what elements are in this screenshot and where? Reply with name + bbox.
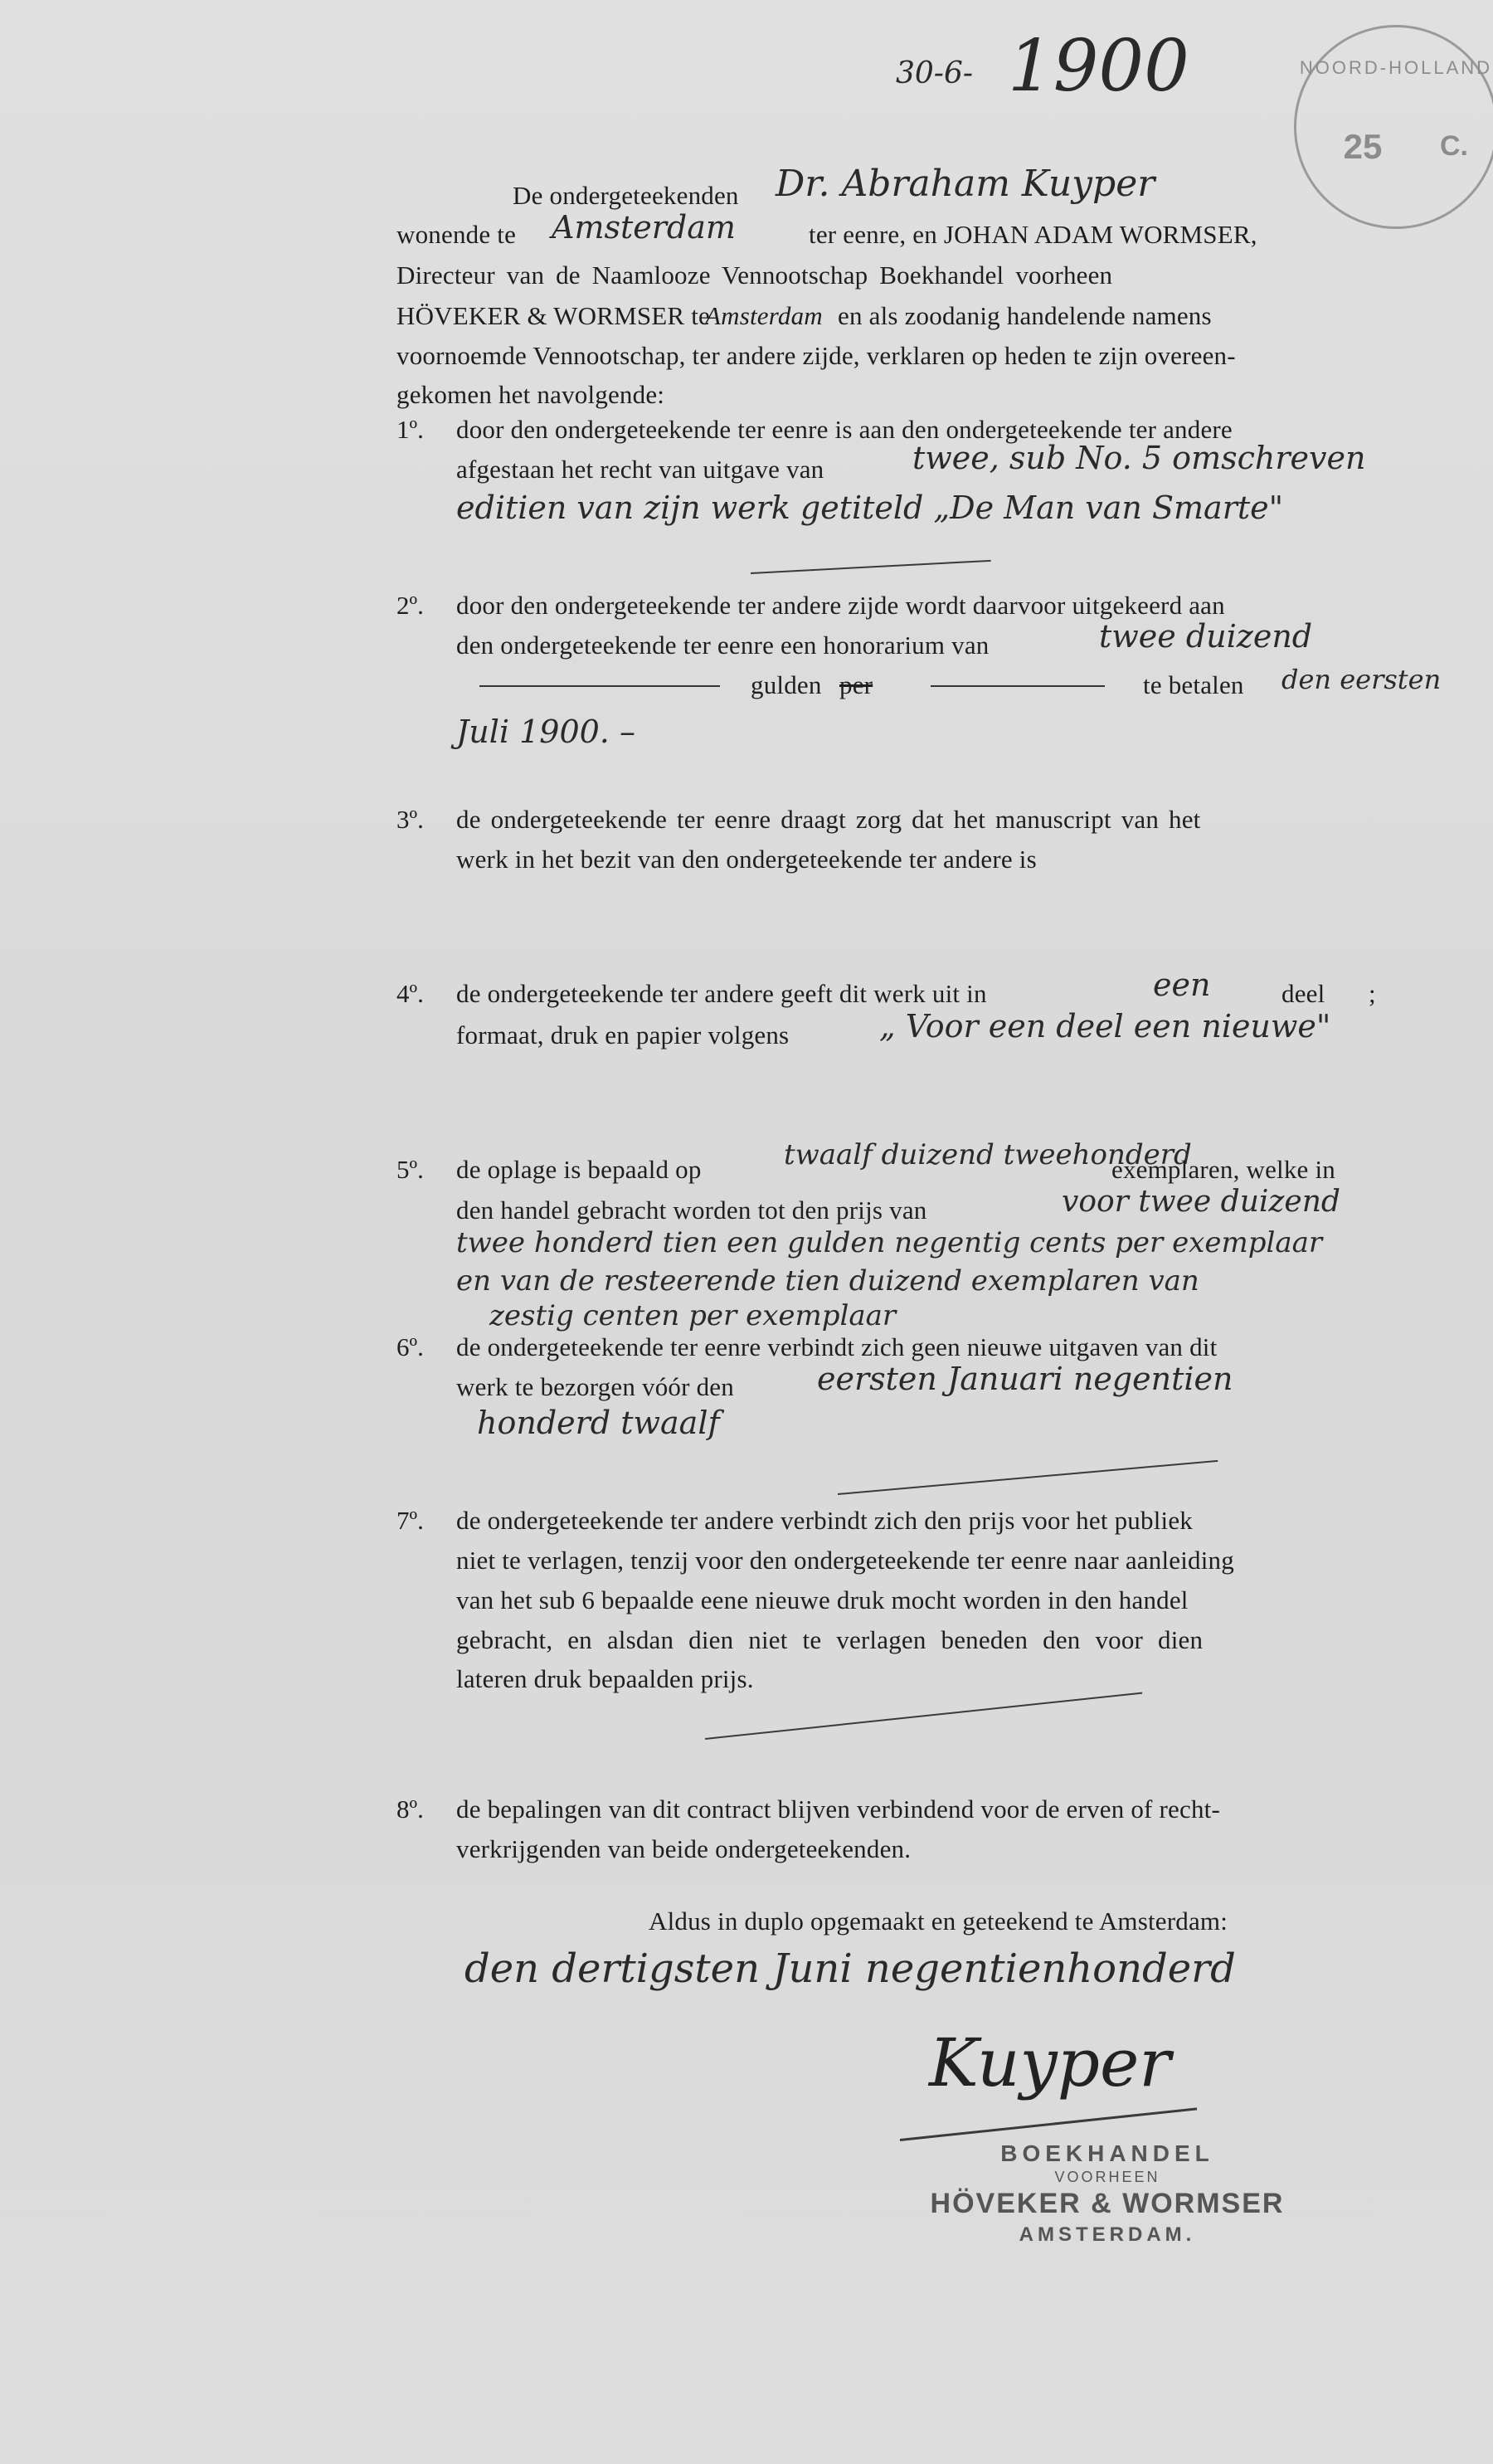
intro-prefix: De ondergeteekenden (513, 181, 739, 210)
header-date: 30-6- (896, 56, 974, 90)
art1-line3-hand: editien van zijn werk getiteld „De Man van Smarte" (456, 489, 1284, 526)
art3-number: 3º. (396, 805, 424, 834)
company-stamp (917, 2140, 1298, 2247)
intro-line4-city: Amsterdam (705, 301, 823, 330)
company-stamp-line1: BOEKHANDEL (1000, 2140, 1214, 2166)
company-stamp-line4: AMSTERDAM. (1019, 2223, 1196, 2246)
art6-number: 6º. (396, 1332, 424, 1361)
art5-hand-line5: zestig centen per exemplaar (489, 1299, 897, 1332)
art7-line4: gebracht, en alsdan dien niet te verlagen beneden den voor dien (456, 1625, 1204, 1654)
revenue-stamp (1294, 25, 1493, 229)
signature-kuyper: Kuyper (929, 2024, 1171, 2101)
art2-number: 2º. (396, 591, 424, 620)
intro-name-hand: Dr. Abraham Kuyper (776, 163, 1155, 205)
art4-number: 4º. (396, 979, 424, 1008)
art1-strike-line (751, 560, 991, 574)
art4-line2: formaat, druk en papier volgens (456, 1020, 790, 1049)
art4-line1: de ondergeteekende ter andere geeft dit werk uit in (456, 979, 987, 1008)
art7-number: 7º. (396, 1506, 424, 1535)
art2-line1: door den ondergeteekende ter andere zijde wordt daarvoor uitgekeerd aan (456, 591, 1225, 620)
art5-line2-hand: voor twee duizend (1062, 1185, 1340, 1219)
intro-line6: gekomen het navolgende: (396, 380, 665, 409)
art2-line4-hand: Juli 1900. – (456, 713, 635, 750)
art6-line3-hand: honderd twaalf (477, 1405, 720, 1441)
stamp-top-text: NOORD-HOLLAND (1299, 57, 1493, 78)
closing-line: Aldus in duplo opgemaakt en geteekend te Amsterdam: (649, 1906, 1228, 1936)
art2-blank-2 (931, 685, 1105, 687)
art7-line1: de ondergeteekende ter andere verbindt zich den prijs voor het publiek (456, 1506, 1193, 1535)
signature-underline (900, 2107, 1197, 2141)
art2-per-struck: per (839, 670, 873, 699)
art6-line2-hand: eersten Januari negentien (817, 1361, 1233, 1397)
closing-date-hand: den dertigsten Juni negentienhonderd (464, 1945, 1236, 1992)
art5-hand-line3: twee honderd tien een gulden negentig cents per exemplaar (456, 1226, 1323, 1259)
company-stamp-line2: VOORHEEN (1054, 2169, 1160, 2185)
art1-number: 1º. (396, 415, 424, 444)
art4-deel: deel (1281, 979, 1325, 1008)
intro-party-line: ter eenre, en JOHAN ADAM WORMSER, (809, 220, 1257, 249)
art7-strike-line (705, 1692, 1142, 1740)
art1-line1: door den ondergeteekende ter eenre is aan den ondergeteekende ter andere (456, 415, 1233, 444)
art8-line1: de bepalingen van dit contract blijven verbindend voor de erven of recht- (456, 1794, 1221, 1824)
art1-line2: afgestaan het recht van uitgave van (456, 455, 824, 484)
art4-line1-hand: een (1153, 967, 1211, 1003)
art5-line1a: de oplage is bepaald op (456, 1155, 702, 1184)
company-stamp-line3: HÖVEKER & WORMSER (930, 2188, 1285, 2219)
intro-line4b: en als zoodanig handelende namens (838, 301, 1212, 330)
art8-number: 8º. (396, 1794, 424, 1824)
intro-line3: Directeur van de Naamlooze Vennootschap Boekhandel voorheen (396, 261, 1113, 290)
art5-number: 5º. (396, 1155, 424, 1184)
art7-line3: van het sub 6 bepaalde eene nieuwe druk mocht worden in den handel (456, 1585, 1189, 1614)
art5-line1b: exemplaren, welke in (1111, 1155, 1335, 1184)
stamp-unit: C. (1440, 130, 1468, 162)
art4-line2-hand: „ Voor een deel een nieuwe" (879, 1008, 1331, 1045)
art2-gulden: gulden (751, 670, 822, 699)
art2-te-betalen: te betalen (1143, 670, 1244, 699)
art6-line2: werk te bezorgen vóór den (456, 1372, 734, 1401)
art3-line1: de ondergeteekende ter eenre draagt zorg dat het manuscript van het (456, 805, 1201, 834)
art7-line2: niet te verlagen, tenzij voor den ondergeteekende ter eenre naar aanleiding (456, 1546, 1234, 1575)
art6-line1: de ondergeteekende ter eenre verbindt zich geen nieuwe uitgaven van dit (456, 1332, 1218, 1361)
art1-line2-hand: twee, sub No. 5 omschreven (912, 440, 1366, 476)
art2-blank-1 (479, 685, 720, 687)
art8-line2: verkrijgenden van beide ondergeteekenden. (456, 1834, 912, 1863)
intro-line5: voornoemde Vennootschap, ter andere zijde, verklaren op heden te zijn overeen- (396, 341, 1236, 370)
art2-line2-hand: twee duizend (1099, 618, 1313, 655)
art5-line1-hand: twaalf duizend tweehonderd (784, 1138, 1192, 1171)
art6-strike-line (838, 1460, 1218, 1495)
art2-line2: den ondergeteekende ter eenre een honorarium van (456, 631, 990, 660)
art5-line2a: den handel gebracht worden tot den prijs van (456, 1195, 927, 1225)
art7-line5: lateren druk bepaalden prijs. (456, 1664, 754, 1693)
art4-semicolon: ; (1369, 979, 1376, 1008)
intro-residence-hand: Amsterdam (552, 209, 736, 246)
art2-line3-hand: den eersten (1281, 664, 1442, 695)
art5-hand-line4: en van de resteerende tien duizend exemplaren van (456, 1264, 1199, 1298)
stamp-value: 25 (1343, 127, 1383, 166)
intro-line4a: HÖVEKER & WORMSER te (396, 301, 711, 330)
intro-residence-prefix: wonende te (396, 220, 517, 249)
art3-line2: werk in het bezit van den ondergeteekende ter andere is (456, 845, 1037, 874)
header-year: 1900 (1008, 25, 1189, 108)
